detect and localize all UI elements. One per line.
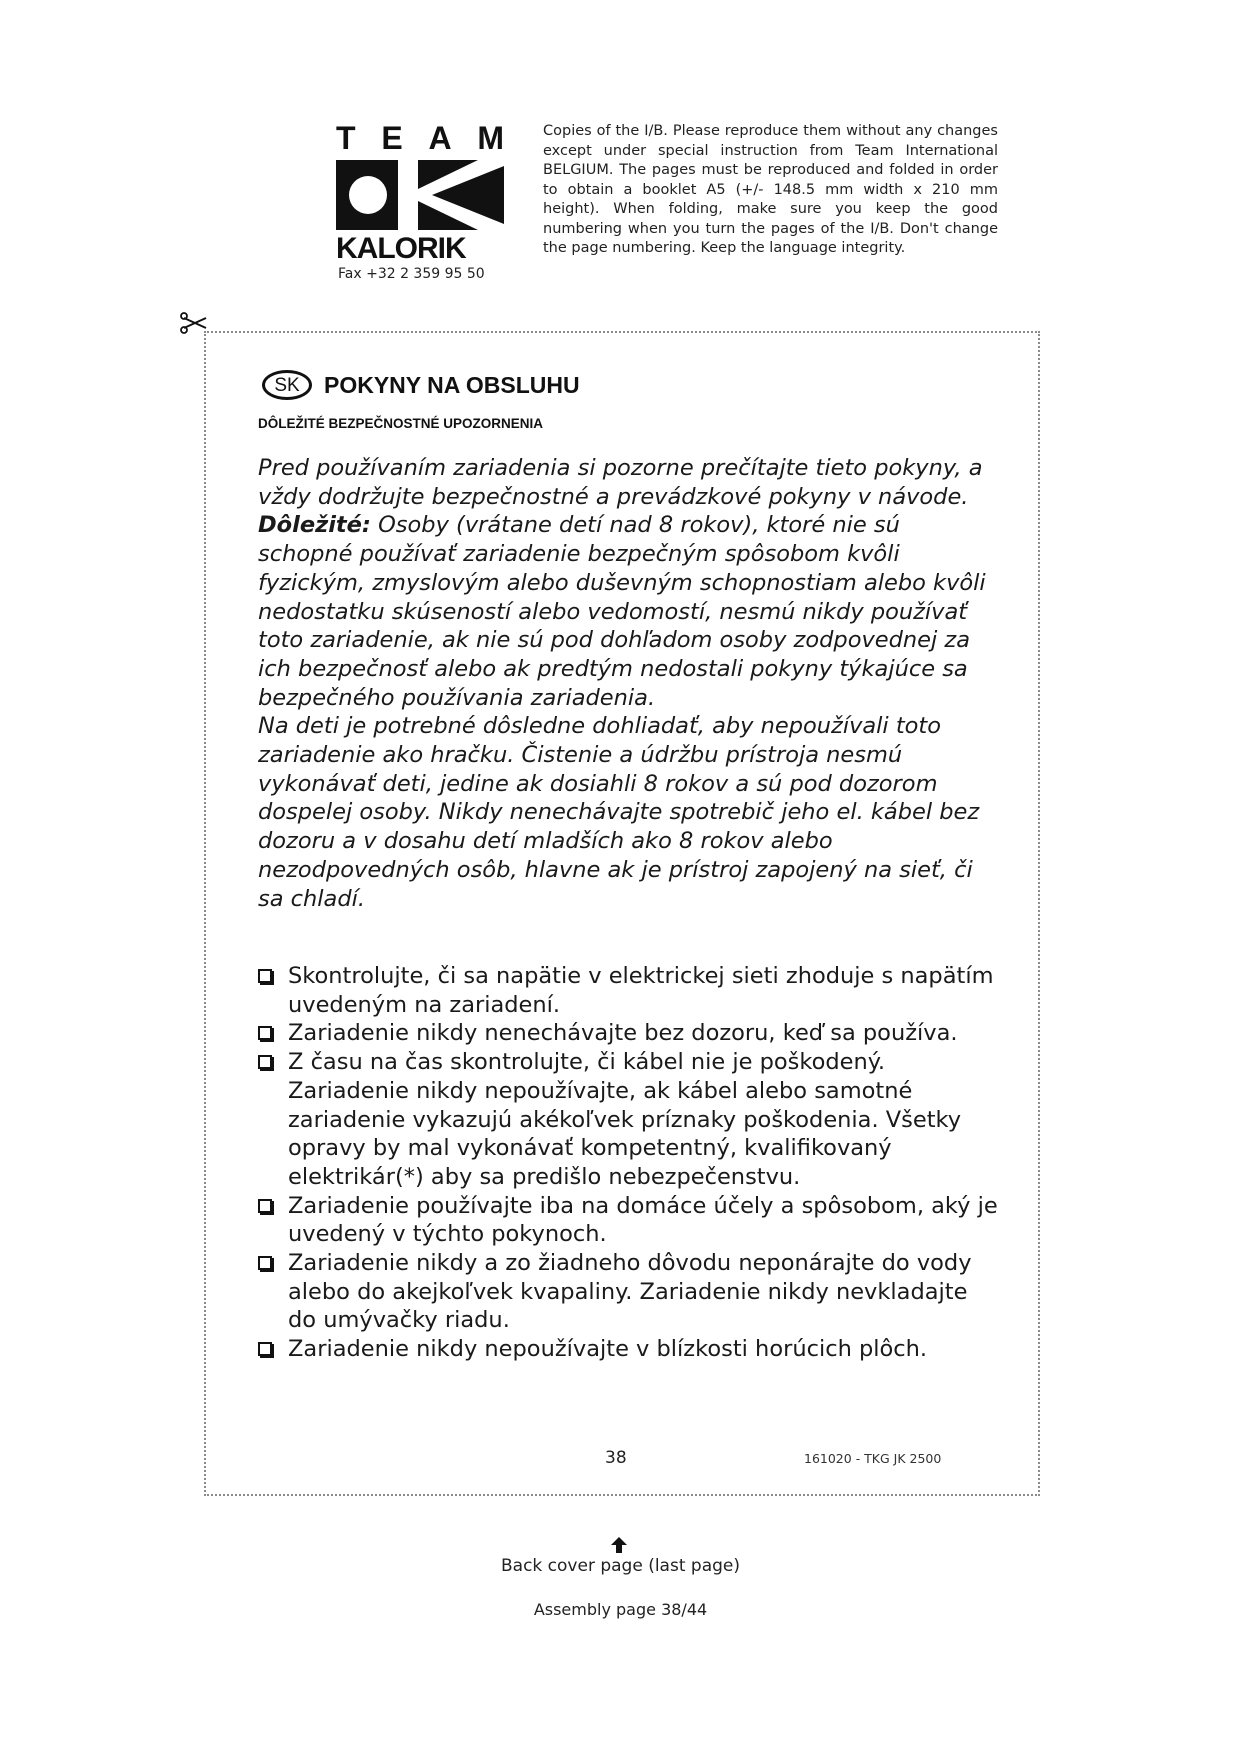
- language-badge: SK: [262, 370, 312, 400]
- fax-number: Fax +32 2 359 95 50: [338, 266, 485, 282]
- list-item: [258, 1249, 998, 1335]
- section-subtitle: DÔLEŽITÉ BEZPEČNOSTNÉ UPOZORNENIA: [258, 416, 544, 431]
- checkbox-bullet-icon: [258, 1026, 272, 1040]
- back-cover-label: Back cover page (last page): [501, 1556, 740, 1576]
- list-item-text: Zariadenie nikdy nenechávajte bez dozoru, keď sa používa.: [288, 1020, 958, 1047]
- list-item-text: Z času na čas skontrolujte, či kábel nie je poškodený. Zariadenie nikdy nepoužívajte, ak kábel alebo samotné zariadenie vykazujú akékoľvek príznaky poškodenia. Všetky opravy by mal vykonávať kompetentný, kvalifikovaný elektrikár(*) aby sa predišlo nebezpečenstvu.: [288, 1049, 962, 1190]
- list-item: [258, 1335, 998, 1364]
- intro-paragraph: Pred používaním zariadenia si pozorne prečítajte tieto pokyny, a vždy dodržujte bezpečnostné a prevádzkové pokyny v návode.: [258, 455, 983, 510]
- list-item: [258, 1048, 998, 1192]
- list-item-text: Zariadenie nikdy a zo žiadneho dôvodu neponárajte do vody alebo do akejkoľvek kvapaliny. Zariadenie nikdy nevkladajte do umývačky riadu.: [288, 1250, 972, 1334]
- document-reference: 161020 - TKG JK 2500: [804, 1451, 942, 1466]
- logo-brand-word: KALORIK: [336, 232, 466, 265]
- page-title: POKYNY NA OBSLUHU: [324, 371, 580, 398]
- important-label: Dôležité:: [258, 512, 371, 539]
- list-item-text: Zariadenie nikdy nepoužívajte v blízkosti horúcich plôch.: [288, 1336, 928, 1363]
- list-item: [258, 1192, 998, 1249]
- list-item: [258, 962, 998, 1019]
- logo-team-word: T E A M: [336, 120, 504, 156]
- assembly-page-label: Assembly page 38/44: [533, 1600, 708, 1619]
- checkbox-bullet-icon: [258, 1055, 272, 1069]
- checkbox-bullet-icon: [258, 1256, 272, 1270]
- kalorik-logo: [336, 122, 504, 264]
- section-title: [262, 370, 580, 400]
- page-number: 38: [605, 1448, 627, 1468]
- list-item: [258, 1019, 998, 1048]
- safety-intro: [258, 454, 993, 913]
- arrow-up-icon: [611, 1537, 627, 1553]
- safety-list: [258, 962, 998, 1364]
- checkbox-bullet-icon: [258, 969, 272, 983]
- checkbox-bullet-icon: [258, 1199, 272, 1213]
- reproduction-instructions: Copies of the I/B. Please reproduce them without any changes except under special instruction from Team International BELGIUM. The pages must be reproduced and folded in order to obtain a booklet A5 (+/- 148.5 mm width x 210 mm height). When folding, make sure you keep the good numbering when you turn the pages of the I/B. Don't change the page numbering. Keep the language integrity.: [543, 123, 998, 256]
- important-text: Osoby (vrátane detí nad 8 rokov), ktoré nie sú schopné používať zariadenie bezpečným spôsobom kvôli fyzickým, zmyslovým alebo duševným schopnostiam alebo kvôli nedostatku skúseností alebo vedomostí, nesmú nikdy používať toto zariadenie, ak nie sú pod dohľadom osoby zodpovednej za ich bezpečnosť alebo ak predtým nedostali pokyny týkajúce sa bezpečného používania zariadenia.: [258, 512, 986, 711]
- kalorik-k-mark-icon: [336, 160, 504, 230]
- children-paragraph: Na deti je potrebné dôsledne dohliadať, aby nepoužívali toto zariadenie ako hračku. Čistenie a údržbu prístroja nesmú vykonávať deti, jedine ak dosiahli 8 rokov a sú pod dozorom dospelej osoby. Nikdy nenechávajte spotrebič jeho el. kábel bez dozoru a v dosahu detí mladších ako 8 rokov alebo nezodpovedných osôb, hlavne ak je prístroj zapojený na sieť, či sa chladí.: [258, 713, 980, 912]
- list-item-text: Skontrolujte, či sa napätie v elektrickej sieti zhoduje s napätím uvedeným na zariadení.: [288, 963, 994, 1018]
- important-paragraph: [258, 511, 993, 712]
- checkbox-bullet-icon: [258, 1342, 272, 1356]
- list-item-text: Zariadenie používajte iba na domáce účely a spôsobom, aký je uvedený v týchto pokynoch.: [288, 1192, 998, 1248]
